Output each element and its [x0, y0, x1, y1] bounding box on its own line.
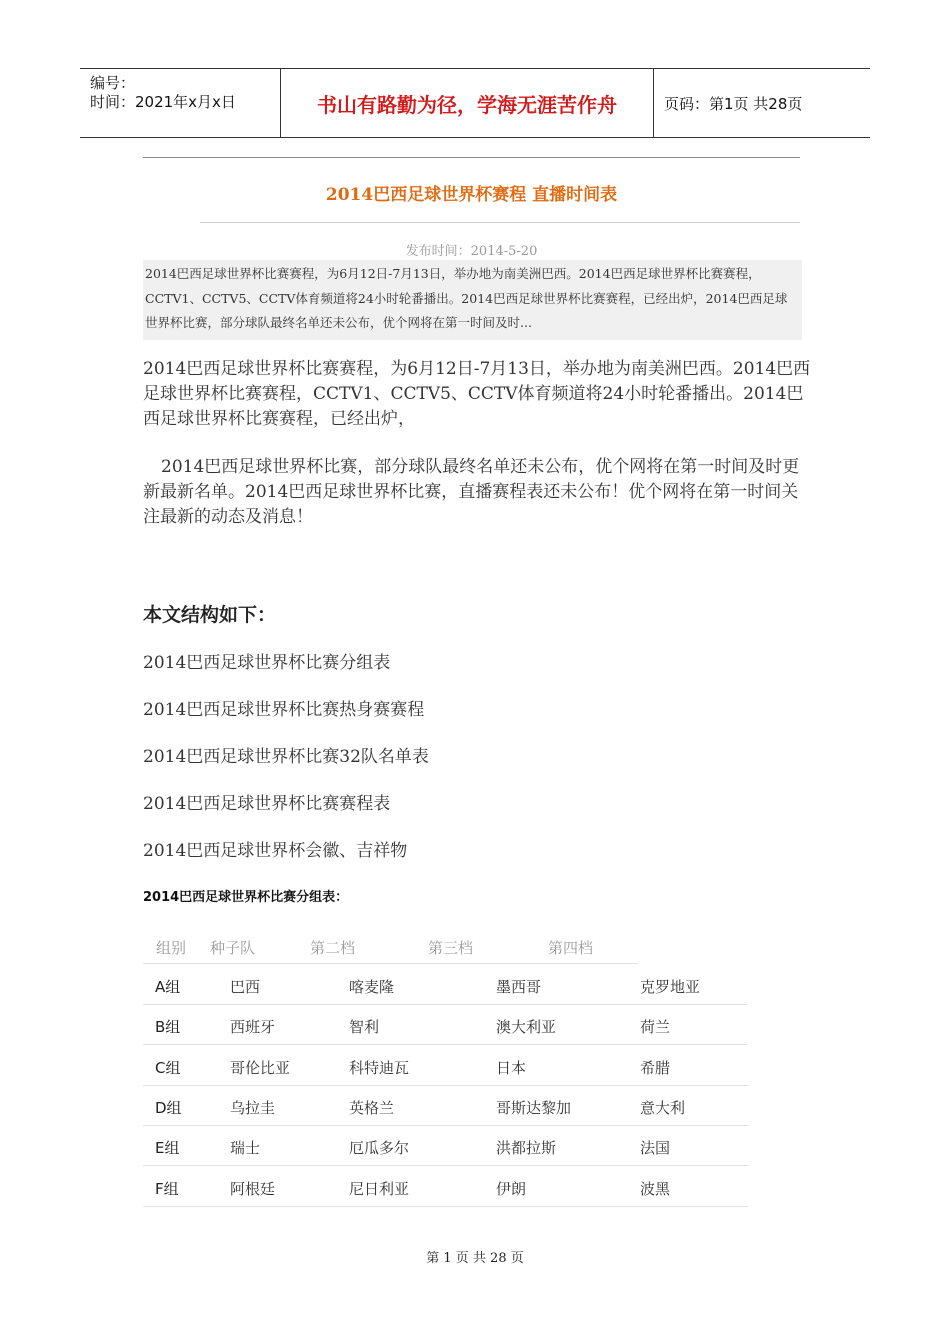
team-cell: 厄瓜多尔 [349, 1139, 410, 1157]
table-row [143, 1004, 748, 1045]
team-cell: 墨西哥 [496, 978, 542, 996]
team-cell: 西班牙 [230, 1018, 276, 1036]
structure-item: 2014巴西足球世界杯比赛32队名单表 [143, 747, 429, 767]
group-cell: E组 [155, 1139, 180, 1157]
team-cell: 意大利 [640, 1099, 686, 1117]
team-cell: 瑞士 [230, 1139, 261, 1157]
table-row [143, 1045, 748, 1086]
article-paragraph-1: 2014巴西足球世界杯比赛赛程，为6月12日-7月13日，举办地为南美洲巴西。2014巴西足球世界杯比赛赛程，CCTV1、CCTV5、CCTV体育频道将24小时轮番播出。2014巴西足球世界杯比赛赛程，已经出炉， [143, 359, 811, 429]
team-cell: 哥斯达黎加 [496, 1099, 572, 1117]
group-cell: F组 [155, 1180, 179, 1198]
team-cell: 日本 [496, 1059, 527, 1077]
table-row [143, 1166, 748, 1207]
group-cell: C组 [155, 1059, 181, 1077]
table-row [143, 964, 748, 1005]
team-cell: 伊朗 [496, 1180, 527, 1198]
team-cell: 希腊 [640, 1059, 671, 1077]
team-cell: 喀麦隆 [349, 978, 395, 996]
team-cell: 英格兰 [349, 1099, 395, 1117]
team-cell: 尼日利亚 [349, 1180, 410, 1198]
column-header-pot3: 第三档 [428, 939, 474, 957]
team-cell: 哥伦比亚 [230, 1059, 291, 1077]
document-header [80, 68, 870, 138]
group-cell: D组 [155, 1099, 182, 1117]
structure-item: 2014巴西足球世界杯比赛赛程表 [143, 794, 391, 814]
structure-item: 2014巴西足球世界杯比赛热身赛赛程 [143, 700, 425, 720]
column-header-seed: 种子队 [210, 939, 256, 957]
column-header-pot2: 第二档 [310, 939, 356, 957]
table-row [143, 1085, 748, 1126]
article-summary: 2014巴西足球世界杯比赛赛程，为6月12日-7月13日，举办地为南美洲巴西。2014巴西足球世界杯比赛赛程，CCTV1、CCTV5、CCTV体育频道将24小时轮番播出。2014巴西足球世界杯比赛赛程，已经出炉，2014巴西足球世界杯比赛，部分球队最终名单还未公布，优个网将在第一时间及时... [143, 260, 802, 340]
header-meta-cell [80, 69, 281, 137]
group-cell: A组 [155, 978, 181, 996]
group-cell: B组 [155, 1018, 181, 1036]
team-cell: 克罗地亚 [640, 978, 701, 996]
column-header-group: 组别 [156, 939, 187, 957]
article-paragraph-2: 2014巴西足球世界杯比赛，部分球队最终名单还未公布，优个网将在第一时间及时更新最新名单。2014巴西足球世界杯比赛，直播赛程表还未公布！优个网将在第一时间关注最新的动态及消息！ [143, 457, 800, 527]
table-row [143, 1125, 748, 1166]
team-cell: 澳大利亚 [496, 1018, 557, 1036]
page-footer: 第 1 页 共 28 页 [426, 1251, 524, 1266]
title-top-divider [143, 157, 800, 158]
document-time: 时间：2021年x月x日 [90, 93, 236, 111]
structure-item: 2014巴西足球世界杯会徽、吉祥物 [143, 841, 408, 861]
team-cell: 法国 [640, 1139, 671, 1157]
group-table-heading: 2014巴西足球世界杯比赛分组表： [143, 890, 349, 905]
team-cell: 波黑 [640, 1180, 671, 1198]
title-bottom-divider [200, 222, 800, 223]
header-slogan: 书山有路勤为径，学海无涯苦作舟 [281, 69, 654, 137]
team-cell: 科特迪瓦 [349, 1059, 410, 1077]
article-title: 2014巴西足球世界杯赛程 直播时间表 [325, 185, 618, 205]
team-cell: 智利 [349, 1018, 380, 1036]
team-cell: 乌拉圭 [230, 1099, 276, 1117]
team-cell: 阿根廷 [230, 1180, 276, 1198]
team-cell: 荷兰 [640, 1018, 671, 1036]
header-page-info: 页码：第1页 共28页 [664, 94, 803, 113]
structure-heading: 本文结构如下： [143, 604, 277, 626]
team-cell: 巴西 [230, 978, 261, 996]
document-number: 编号： [90, 74, 136, 92]
team-cell: 洪都拉斯 [496, 1139, 557, 1157]
column-header-pot4: 第四档 [548, 939, 594, 957]
structure-item: 2014巴西足球世界杯比赛分组表 [143, 653, 391, 673]
publish-date: 发布时间：2014-5-20 [405, 244, 538, 259]
